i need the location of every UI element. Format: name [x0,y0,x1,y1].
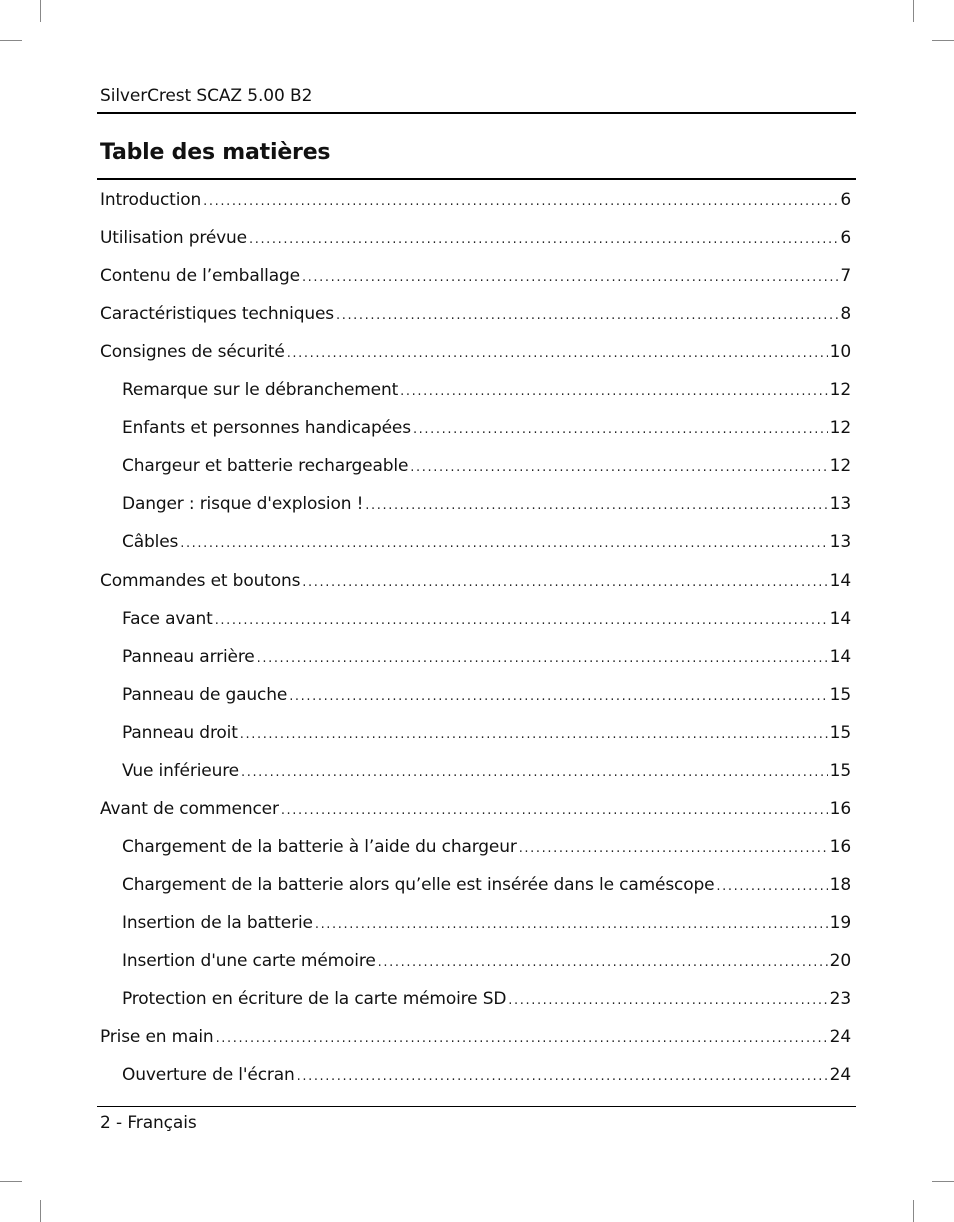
toc-entry-label: Insertion d'une carte mémoire [122,951,376,971]
dot-leader [410,460,827,475]
dot-leader [297,1069,828,1084]
toc-entry-page: 12 [829,418,851,439]
toc-entry-label: Chargement de la batterie alors qu’elle est insérée dans le caméscope [122,874,715,895]
title-rule [97,178,856,180]
dot-leader [257,651,828,666]
toc-entry-page: 16 [829,798,851,819]
toc-entry[interactable] [122,532,851,568]
toc-entry-label: Enfants et personnes handicapées [122,418,411,439]
toc-entry[interactable] [122,723,851,759]
toc-entry[interactable] [122,837,851,873]
toc-entry[interactable] [100,228,851,264]
footer-rule [97,1106,856,1107]
toc-entry[interactable] [100,266,851,302]
toc-entry[interactable] [122,875,851,911]
page-number-footer: 2 - Français [100,1113,197,1133]
toc-entry-label: Contenu de l’emballage [100,266,300,287]
crop-mark [913,0,914,22]
toc-entry-page: 15 [829,722,851,743]
toc-entry-page: 8 [840,304,851,325]
dot-leader [508,993,827,1008]
dot-leader [203,194,838,209]
toc-entry-page: 14 [829,646,851,667]
toc-entry-page: 15 [829,760,851,781]
toc-entry[interactable] [100,190,851,226]
toc-entry-label: Chargeur et batterie rechargeable [122,456,409,477]
dot-leader [216,1031,828,1046]
toc-entry[interactable] [122,418,851,454]
toc-entry-label: Insertion de la batterie [122,912,313,933]
toc-entry-page: 6 [840,228,851,249]
crop-mark [40,1200,41,1222]
toc-entry-label: Ouverture de l'écran [122,1065,295,1086]
toc-entry[interactable] [122,685,851,721]
dot-leader [289,689,827,704]
toc-entry[interactable] [100,571,851,607]
toc-entry-page: 6 [840,190,851,210]
toc-entry-label: Remarque sur le débranchement [122,380,399,401]
toc-entry-label: Avant de commencer [100,798,279,819]
dot-leader [519,841,828,856]
toc-entry-page: 13 [829,532,851,553]
dot-leader [315,917,828,932]
toc-entry-label: Prise en main [100,1027,214,1048]
dot-leader [281,803,828,818]
dot-leader [413,422,828,437]
toc-entry-label: Commandes et boutons [100,570,301,591]
dot-leader [336,308,838,323]
dot-leader [378,955,828,970]
toc-entry-label: Danger : risque d'explosion ! [122,494,364,515]
toc-entry-label: Utilisation prévue [100,228,247,249]
toc-entry-page: 15 [829,684,851,705]
running-header: SilverCrest SCAZ 5.00 B2 [100,86,313,106]
toc-entry-label: Panneau arrière [122,646,255,667]
dot-leader [249,232,838,247]
toc-entry-label: Consignes de sécurité [100,342,285,363]
toc-entry-page: 18 [829,874,851,895]
toc-entry[interactable] [122,913,851,949]
dot-leader [180,536,827,551]
dot-leader [302,270,838,285]
toc-entry-page: 10 [829,342,851,363]
toc-entry[interactable] [122,494,851,530]
crop-mark [0,40,22,41]
toc-entry[interactable] [100,342,851,378]
toc-entry-label: Caractéristiques techniques [100,304,334,325]
toc-entry-page: 12 [829,380,851,401]
toc-entry[interactable] [100,799,851,835]
toc-entry-label: Face avant [122,608,213,629]
toc-entry[interactable] [122,951,851,987]
toc-entry-page: 23 [829,989,851,1010]
toc-entry-page: 16 [829,836,851,857]
toc-entry[interactable] [122,989,851,1025]
dot-leader [365,498,827,513]
toc-entry-label: Introduction [100,190,202,210]
toc-entry-page: 24 [829,1065,851,1086]
toc-entry-page: 14 [829,608,851,629]
toc-entry-page: 14 [829,570,851,591]
toc-entry-label: Panneau droit [122,722,238,743]
toc-entry[interactable] [122,609,851,645]
crop-mark [932,1181,954,1182]
toc-entry[interactable] [122,380,851,416]
toc-entry[interactable] [122,456,851,492]
dot-leader [400,384,828,399]
toc-entry-label: Panneau de gauche [122,684,288,705]
crop-mark [40,0,41,22]
toc-entry-page: 7 [840,266,851,287]
toc-entry-label: Chargement de la batterie à l’aide du chargeur [122,836,517,857]
crop-mark [913,1200,914,1222]
page-title: Table des matières [100,140,331,165]
crop-mark [0,1181,22,1182]
toc-entry-page: 20 [829,951,851,971]
toc-entry[interactable] [122,1065,851,1101]
dot-leader [716,879,827,894]
dot-leader [241,765,828,780]
toc-entry-label: Protection en écriture de la carte mémoire SD [122,989,507,1010]
toc-entry-label: Câbles [122,532,179,553]
dot-leader [302,575,827,590]
toc-entry-label: Vue inférieure [122,760,239,781]
dot-leader [287,346,828,361]
toc-entry[interactable] [100,304,851,340]
toc-entry[interactable] [122,647,851,683]
crop-mark [932,40,954,41]
toc-entry-page: 19 [829,912,851,933]
toc-entry[interactable] [100,1027,851,1063]
toc-entry-page: 13 [829,494,851,515]
dot-leader [215,613,828,628]
toc-entry-page: 24 [829,1027,851,1048]
toc-entry[interactable] [122,761,851,797]
dot-leader [240,727,828,742]
header-rule [97,112,856,114]
toc-entry-page: 12 [829,456,851,477]
